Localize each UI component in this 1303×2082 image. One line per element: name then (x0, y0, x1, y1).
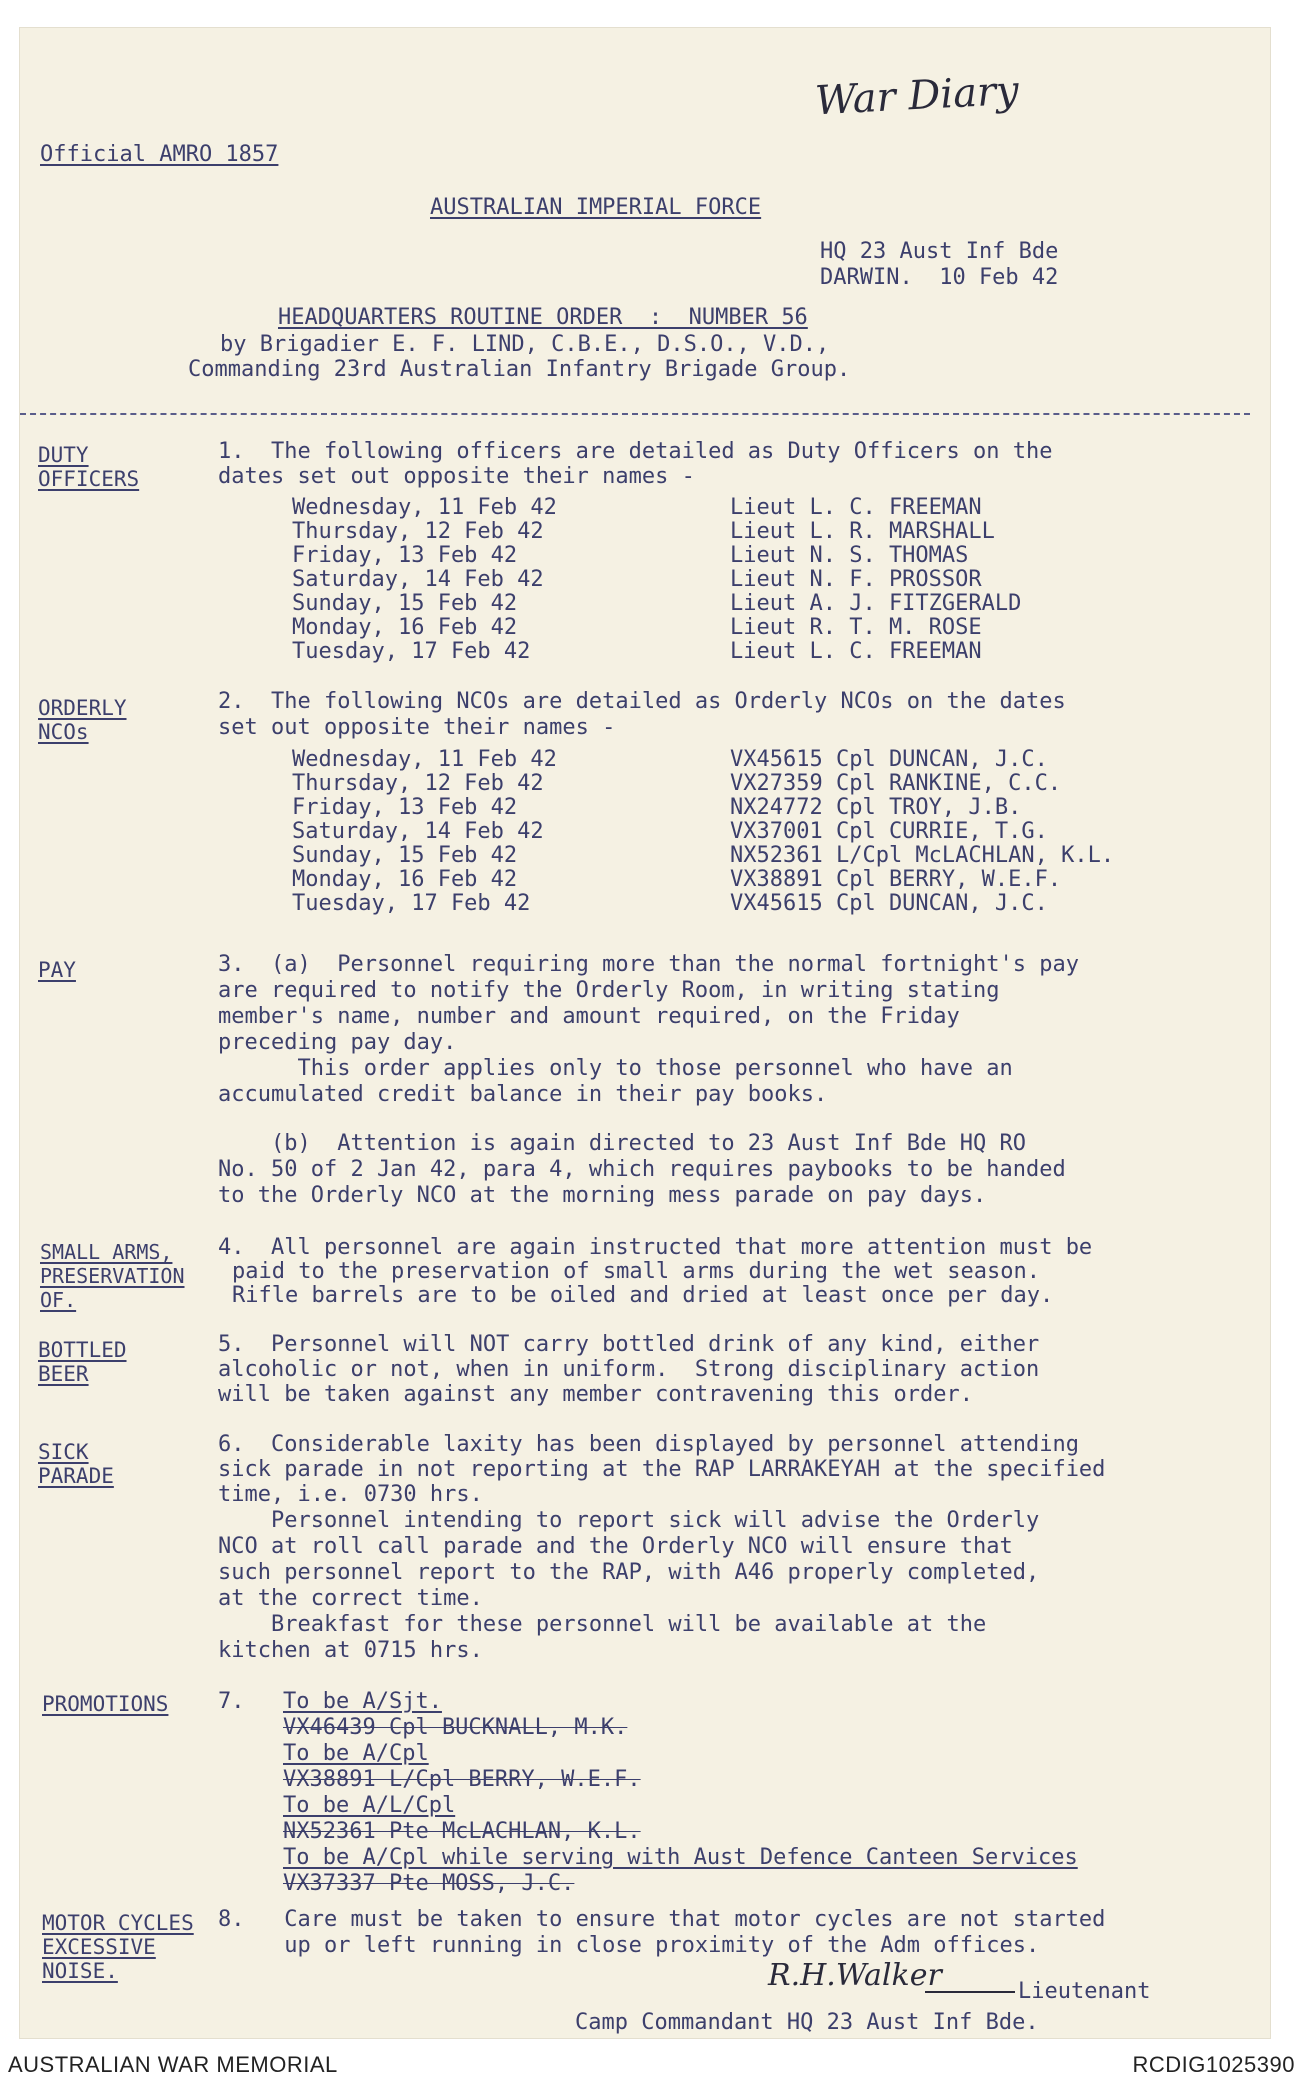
sec5-line: 5. Personnel will NOT carry bottled drink of any kind, either (218, 1332, 1040, 1357)
duty-date: Friday, 13 Feb 42 (292, 543, 518, 568)
side-heading-sick-parade: SICK PARADE (38, 1440, 114, 1488)
duty-date: Saturday, 14 Feb 42 (292, 567, 544, 592)
signature: R.H.Walker (768, 1958, 942, 1993)
duty-name: Lieut L. C. FREEMAN (730, 495, 982, 520)
signature-title: Lieutenant (1018, 1979, 1151, 2004)
divider (20, 413, 1250, 415)
war-diary-annotation: War Diary (813, 67, 1020, 125)
sec6-line: Breakfast for these personnel will be available at the (218, 1612, 987, 1637)
duty-name: Lieut N. S. THOMAS (730, 543, 969, 568)
side-heading-bottled-beer: BOTTLED BEER (38, 1338, 127, 1386)
duty-date: Thursday, 12 Feb 42 (292, 519, 544, 544)
duty-name: Lieut R. T. M. ROSE (730, 615, 982, 640)
duty-date: Sunday, 15 Feb 42 (292, 591, 518, 616)
duty-name: Lieut N. F. PROSSOR (730, 567, 982, 592)
side-heading-pay: PAY (38, 958, 76, 982)
duty-name: Lieut L. C. FREEMAN (730, 639, 982, 664)
duty-date: Tuesday, 17 Feb 42 (292, 639, 531, 664)
sec1-line: dates set out opposite their names - (218, 464, 695, 489)
sec6-line: 6. Considerable laxity has been displayed by personnel attending (218, 1432, 1079, 1457)
signature-rule (925, 1991, 1015, 1993)
sec6-line: Personnel intending to report sick will advise the Orderly (218, 1508, 1040, 1533)
sec3-line: 3. (a) Personnel requiring more than the normal fortnight's pay (218, 952, 1079, 977)
ncos-name: VX45615 Cpl DUNCAN, J.C. (730, 891, 1048, 916)
duty-date: Monday, 16 Feb 42 (292, 615, 518, 640)
sec7-number: 7. (218, 1689, 245, 1714)
side-heading-duty: DUTY OFFICERS (38, 443, 140, 491)
sec4-line: Rifle barrels are to be oiled and dried at least once per day. (232, 1283, 1054, 1308)
side-heading-motor-cycles: MOTOR CYCLES EXCESSIVE NOISE. (42, 1911, 194, 1983)
duty-date: Wednesday, 11 Feb 42 (292, 495, 557, 520)
hq-line-2: DARWIN. 10 Feb 42 (820, 265, 1059, 290)
duty-name: Lieut A. J. FITZGERALD (730, 591, 1022, 616)
official-ref: Official AMRO 1857 (40, 142, 279, 167)
sec6-line: at the correct time. (218, 1586, 483, 1611)
promotion-entry: VX46439 Cpl BUCKNALL, M.K. (283, 1715, 628, 1740)
promotion-heading: To be A/L/Cpl (283, 1793, 456, 1818)
sec1-line: 1. The following officers are detailed as Duty Officers on the (218, 439, 1053, 464)
force-heading: AUSTRALIAN IMPERIAL FORCE (430, 195, 762, 220)
promotion-entry: VX37337 Pte MOSS, J.C. (283, 1871, 575, 1896)
footer-id: RCDIG1025390 (1132, 2052, 1295, 2077)
sec3-line: member's name, number and amount required, on the Friday (218, 1004, 960, 1029)
duty-name: Lieut L. R. MARSHALL (730, 519, 995, 544)
sec6-line: time, i.e. 0730 hrs. (218, 1482, 483, 1507)
order-title: HEADQUARTERS ROUTINE ORDER : NUMBER 56 (278, 305, 808, 330)
ncos-name: VX27359 Cpl RANKINE, C.C. (730, 771, 1062, 796)
side-heading-promotions: PROMOTIONS (42, 1692, 169, 1716)
promotion-heading: To be A/Cpl (283, 1741, 429, 1766)
ncos-name: NX52361 L/Cpl McLACHLAN, K.L. (730, 843, 1115, 868)
footer-source: AUSTRALIAN WAR MEMORIAL (8, 2052, 338, 2077)
hq-line-1: HQ 23 Aust Inf Bde (820, 239, 1059, 264)
sec3-line: accumulated credit balance in their pay books. (218, 1082, 828, 1107)
sec4-line: 4. All personnel are again instructed that more attention must be (218, 1235, 1093, 1260)
ncos-date: Sunday, 15 Feb 42 (292, 843, 518, 868)
sec6-line: kitchen at 0715 hrs. (218, 1638, 483, 1663)
signature-line: Camp Commandant HQ 23 Aust Inf Bde. (575, 2010, 1039, 2035)
ncos-date: Thursday, 12 Feb 42 (292, 771, 544, 796)
sec6-line: sick parade in not reporting at the RAP LARRAKEYAH at the specified (218, 1457, 1106, 1482)
sec3-line: This order applies only to those personnel who have an (218, 1056, 1013, 1081)
side-heading-orderly: ORDERLY NCOs (38, 696, 127, 744)
side-heading-small-arms: SMALL ARMS, PRESERVATION OF. (40, 1240, 185, 1312)
commanding-line: Commanding 23rd Australian Infantry Brigade Group. (188, 357, 851, 382)
ncos-date: Wednesday, 11 Feb 42 (292, 747, 557, 772)
ncos-date: Friday, 13 Feb 42 (292, 795, 518, 820)
sec6-line: NCO at roll call parade and the Orderly NCO will ensure that (218, 1534, 1013, 1559)
ncos-date: Monday, 16 Feb 42 (292, 867, 518, 892)
ncos-name: VX37001 Cpl CURRIE, T.G. (730, 819, 1048, 844)
sec3-line: to the Orderly NCO at the morning mess parade on pay days. (218, 1183, 987, 1208)
sec4-line: paid to the preservation of small arms during the wet season. (232, 1259, 1040, 1284)
promotion-entry: NX52361 Pte McLACHLAN, K.L. (283, 1819, 641, 1844)
promotion-heading: To be A/Sjt. (283, 1689, 442, 1714)
promotion-heading: To be A/Cpl while serving with Aust Defence Canteen Services (283, 1845, 1078, 1870)
sec3-line: (b) Attention is again directed to 23 Aust Inf Bde HQ RO (218, 1131, 1026, 1156)
sec5-line: alcoholic or not, when in uniform. Strong disciplinary action (218, 1357, 1040, 1382)
sec2-line: 2. The following NCOs are detailed as Orderly NCOs on the dates (218, 689, 1066, 714)
sec3-line: are required to notify the Orderly Room, in writing stating (218, 978, 1000, 1003)
document-page (20, 28, 1270, 2038)
ncos-name: VX45615 Cpl DUNCAN, J.C. (730, 747, 1048, 772)
sec8-line: up or left running in close proximity of the Adm offices. (218, 1933, 1040, 1958)
sec8-line: 8. Care must be taken to ensure that motor cycles are not started (218, 1907, 1106, 1932)
sec5-line: will be taken against any member contravening this order. (218, 1382, 973, 1407)
ncos-name: VX38891 Cpl BERRY, W.E.F. (730, 867, 1062, 892)
ncos-date: Tuesday, 17 Feb 42 (292, 891, 531, 916)
sec3-line: preceding pay day. (218, 1030, 457, 1055)
sec2-line: set out opposite their names - (218, 715, 616, 740)
sec3-line: No. 50 of 2 Jan 42, para 4, which requires paybooks to be handed (218, 1157, 1066, 1182)
ncos-name: NX24772 Cpl TROY, J.B. (730, 795, 1022, 820)
by-line: by Brigadier E. F. LIND, C.B.E., D.S.O., V.D., (220, 332, 830, 357)
sec6-line: such personnel report to the RAP, with A46 properly completed, (218, 1560, 1040, 1585)
promotion-entry: VX38891 L/Cpl BERRY, W.E.F. (283, 1767, 641, 1792)
ncos-date: Saturday, 14 Feb 42 (292, 819, 544, 844)
